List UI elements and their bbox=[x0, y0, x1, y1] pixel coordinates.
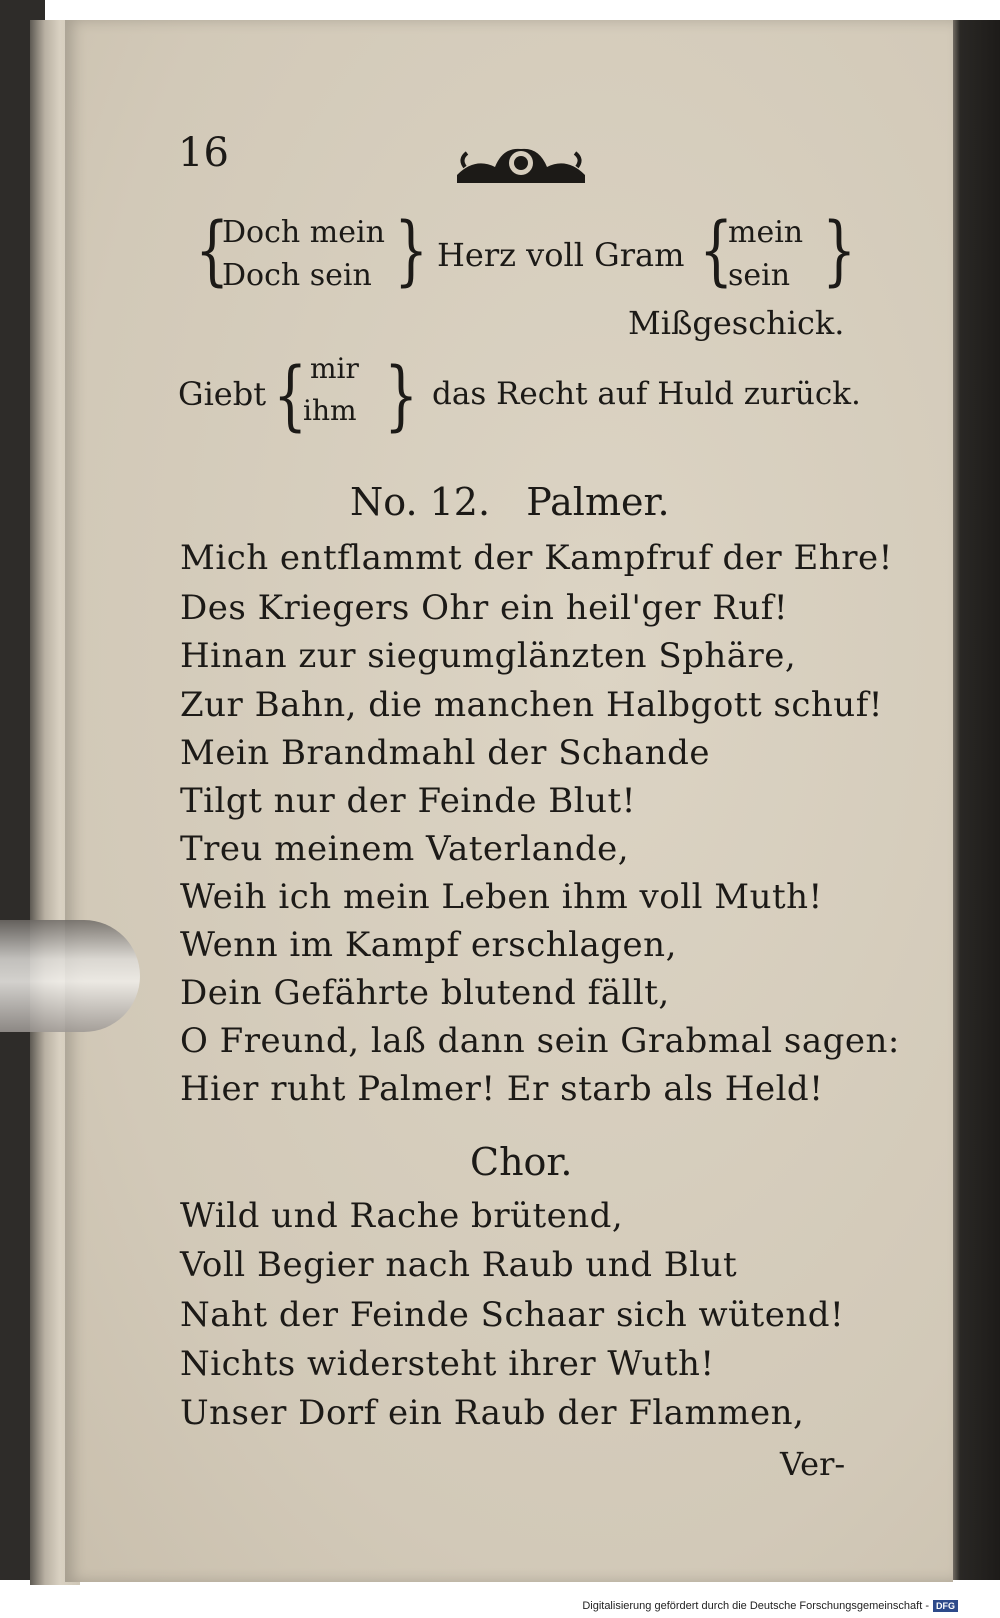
verse-line: Weih ich mein Leben ihm voll Muth! bbox=[180, 877, 823, 917]
verse-line: Zur Bahn, die manchen Halbgott schuf! bbox=[180, 685, 883, 725]
verse-line: Dein Gefährte blutend fällt, bbox=[180, 973, 670, 1013]
right-brace-1a: } bbox=[394, 205, 429, 294]
verse-line: Hinan zur siegumglänzten Sphäre, bbox=[180, 636, 797, 676]
footer-text: Digitalisierung gefördert durch die Deutsche Forschungsgemeinschaft - bbox=[582, 1600, 929, 1612]
catchword: Ver- bbox=[780, 1445, 846, 1483]
left-brace-2: { bbox=[273, 350, 308, 439]
verse-line: Wenn im Kampf erschlagen, bbox=[180, 925, 677, 965]
verse-line: Hier ruht Palmer! Er starb als Held! bbox=[180, 1069, 824, 1109]
scanner-clip bbox=[0, 920, 140, 1032]
verse-line: O Freund, laß dann sein Grabmal sagen: bbox=[180, 1021, 900, 1061]
dfg-logo: DFG bbox=[933, 1600, 958, 1612]
verse-line: Nichts widersteht ihrer Wuth! bbox=[180, 1344, 715, 1384]
verse-line: Mich entflammt der Kampfruf der Ehre! bbox=[180, 538, 893, 578]
verse-line: Des Kriegers Ohr ein heil'ger Ruf! bbox=[180, 588, 789, 628]
verse-line: Mein Brandmahl der Schande bbox=[180, 733, 711, 773]
brace2-lead: Giebt bbox=[178, 375, 267, 413]
brace2-rest: das Recht auf Huld zurück. bbox=[432, 376, 861, 412]
page-number: 16 bbox=[178, 130, 229, 176]
brace1-right-top: mein bbox=[728, 215, 804, 250]
book-binding-right bbox=[950, 20, 1000, 1580]
brace1-continuation: Mißgeschick. bbox=[628, 304, 845, 342]
brace1-middle: Herz voll Gram bbox=[437, 236, 685, 274]
brace1-right-bottom: sein bbox=[728, 258, 791, 293]
verse-line: Treu meinem Vaterlande, bbox=[180, 829, 630, 869]
right-brace-1c: } bbox=[822, 205, 857, 294]
verse-line: Voll Begier nach Raub und Blut bbox=[180, 1245, 738, 1285]
verse-line: Wild und Rache brütend, bbox=[180, 1196, 624, 1236]
verse-line: Unser Dorf ein Raub der Flammen, bbox=[180, 1393, 805, 1433]
verse-line: Naht der Feinde Schaar sich wütend! bbox=[180, 1295, 845, 1335]
left-brace-1b: { bbox=[699, 205, 734, 294]
brace2-top: mir bbox=[310, 352, 359, 385]
section-heading: No. 12. Palmer. bbox=[350, 480, 670, 524]
verse-line: Tilgt nur der Feinde Blut! bbox=[180, 781, 636, 821]
printer-ornament-icon bbox=[455, 137, 587, 187]
chorus-heading: Chor. bbox=[470, 1140, 573, 1184]
left-brace-1: { bbox=[195, 205, 230, 294]
brace1-left-top: Doch mein bbox=[222, 215, 385, 250]
brace2-bottom: ihm bbox=[303, 394, 357, 427]
digitization-credit bbox=[582, 1600, 958, 1612]
right-brace-2: } bbox=[384, 350, 419, 439]
brace1-left-bottom: Doch sein bbox=[222, 258, 372, 293]
